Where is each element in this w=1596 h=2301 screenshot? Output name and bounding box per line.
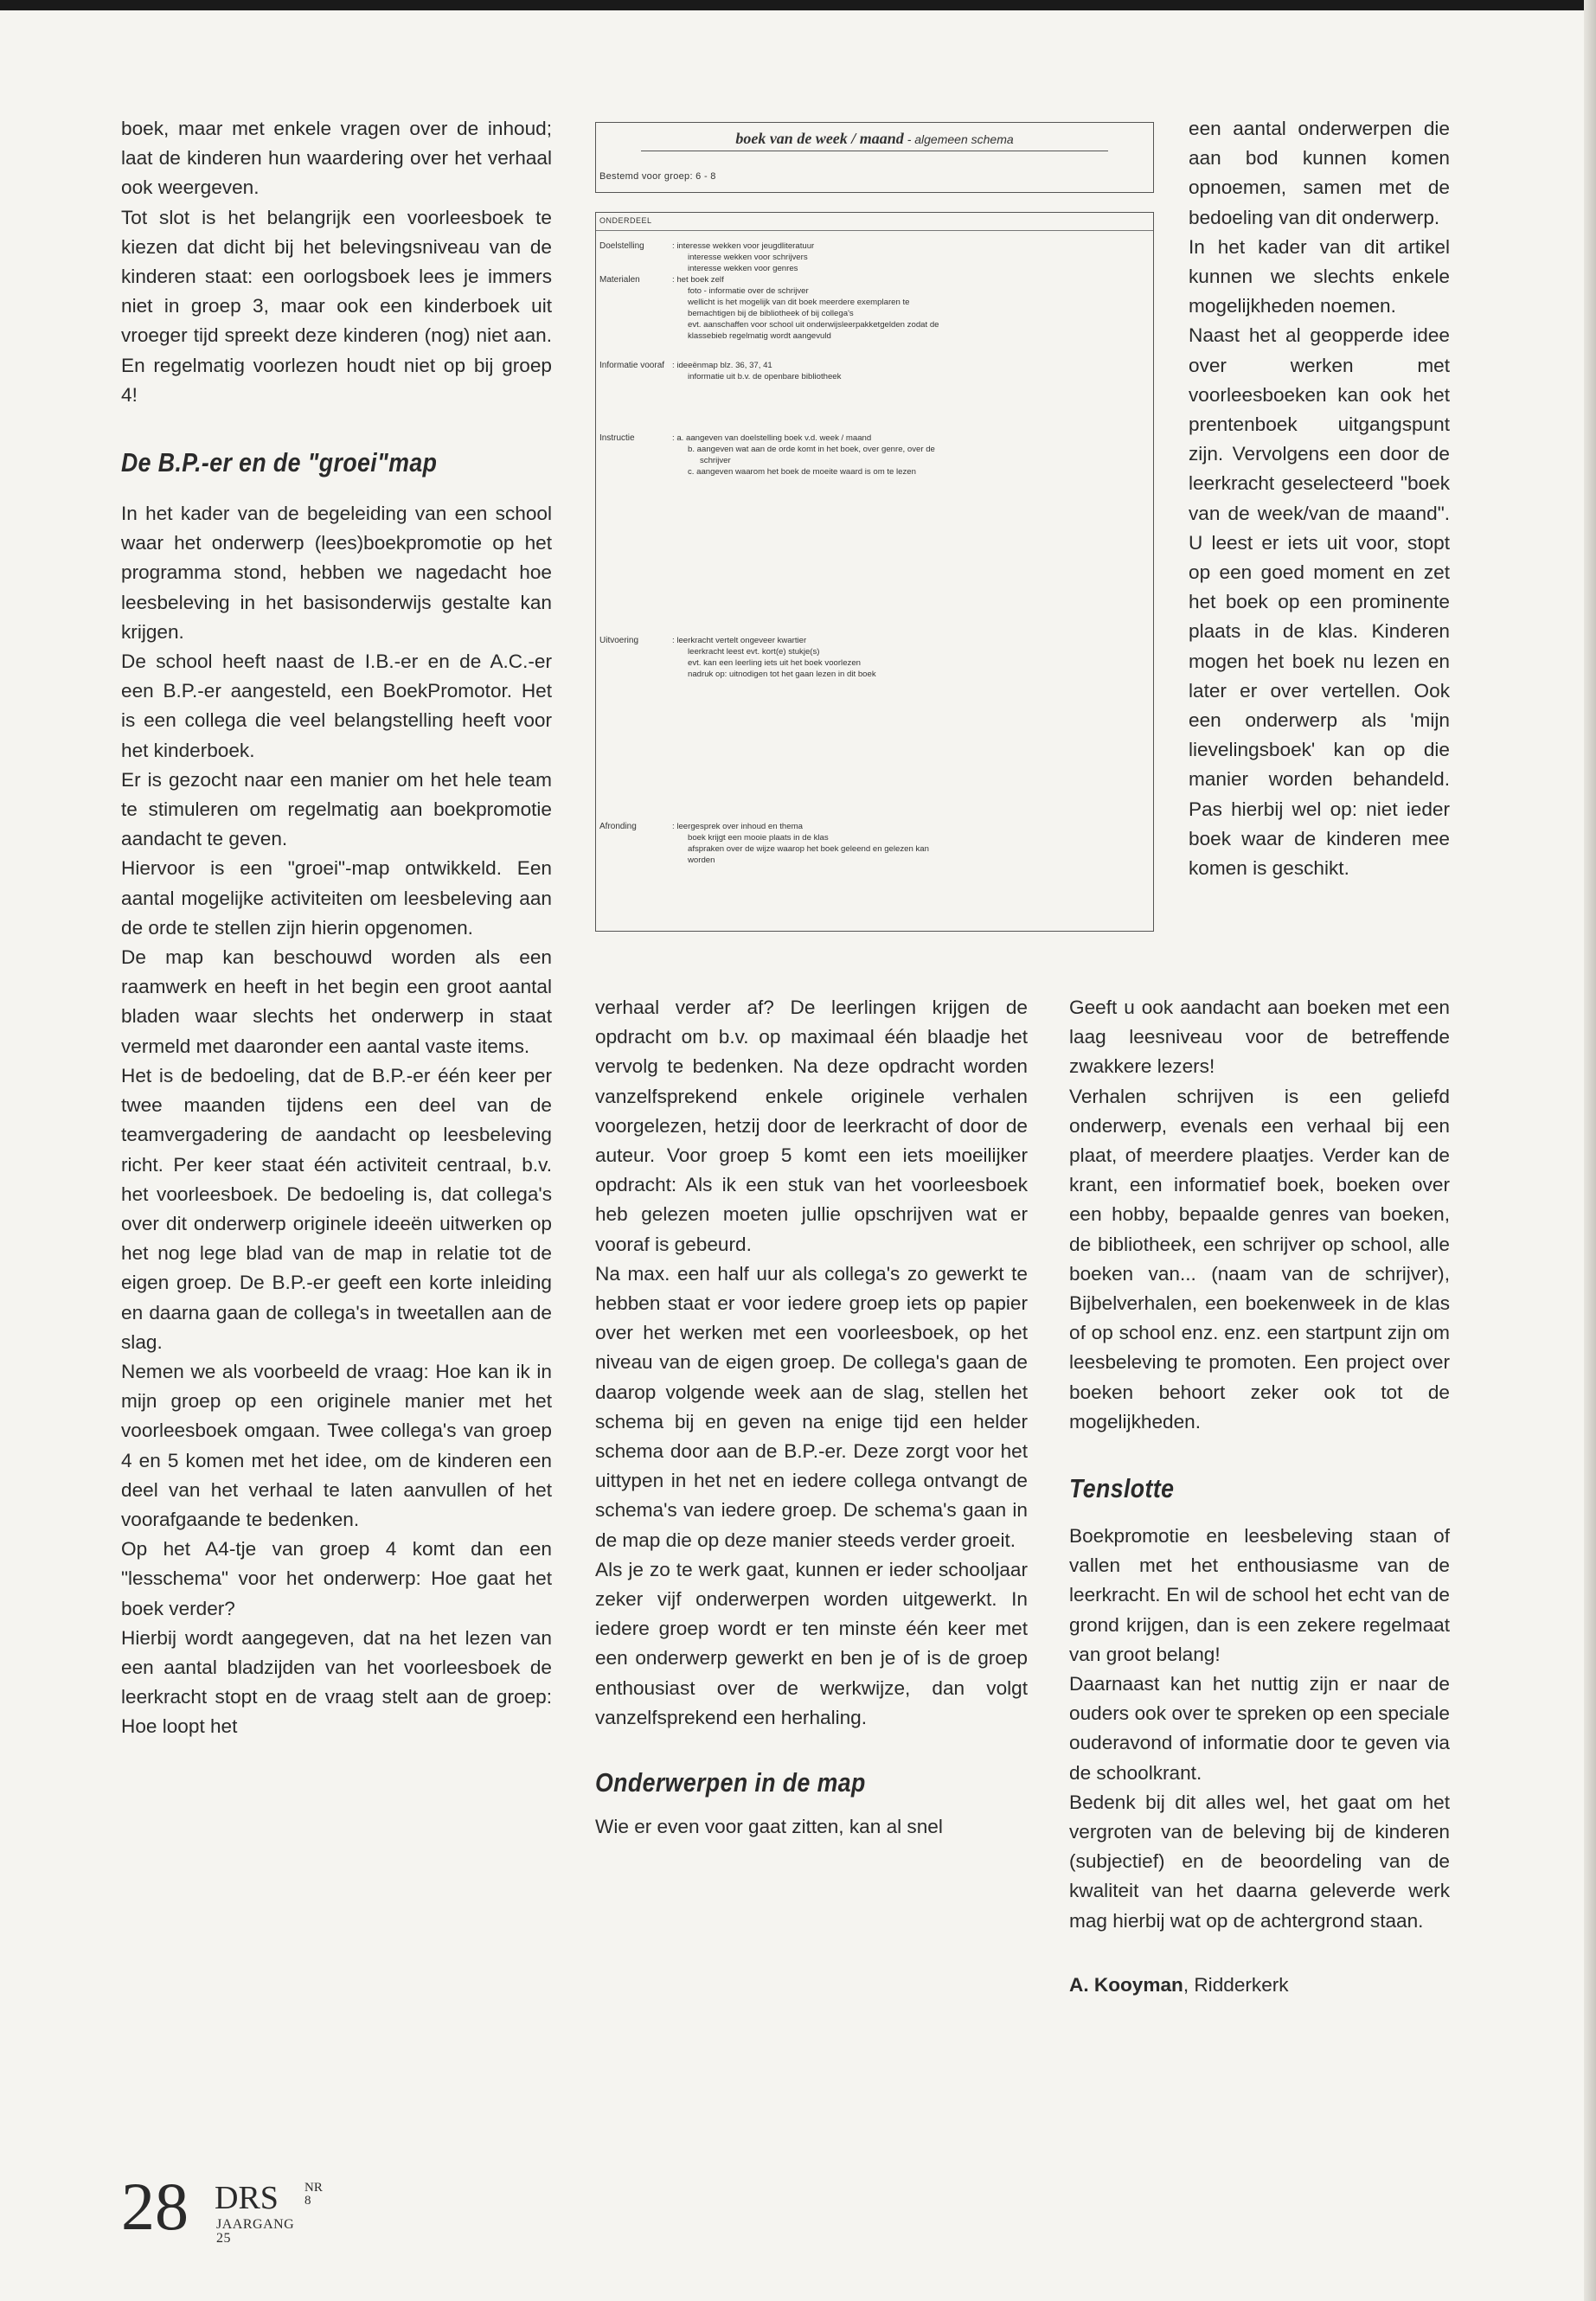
schema-text-informatie [672,360,1148,382]
schema-title-bold: boek van de week / maand [735,130,904,147]
schema-text-instructie [672,433,1148,478]
schema-line: leerkracht leest evt. kort(e) stukje(s) [688,647,820,657]
schema-header-box [595,122,1154,193]
paragraph: Geeft u ook aandacht aan boeken met een laag leesniveau voor de betreffende zwakkere lezers! [1069,997,1450,1078]
paragraph: Hierbij wordt aangegeven, dat na het lezen van een aantal bladzijden van het voorleesboek de leerkracht stopt en de vraag stelt aan de groep: Hoe loopt het [121,1626,552,1738]
paragraph: Boekpromotie en leesbeleving staan of vallen met het enthousiasme van de leerkracht. En wil de school het echt van de grond krijgen, dan is een zekere regelmaat van groot belang! [1069,1525,1450,1665]
schema-divider [596,230,1153,231]
issue-number: NR 8 [304,2181,323,2208]
paragraph: verhaal verder af? De leerlingen krijgen de opdracht om b.v. op maximaal één blaadje het vervolg te bedenken. Na deze opdracht worden vanzelfsprekend enkele originele verhalen voorgelezen, hetzij door de leerkracht of door de auteur. Voor groep 5 komt een iets moeilijker opdracht: Als ik een stuk van het voorleesboek heb gelezen moeten jullie opschrijven wat er vooraf is gebeurd. [595,997,1028,1255]
paragraph: Er is gezocht naar een manier om het hele team te stimuleren om regelmatig aan boekpromotie aandacht te geven. [121,768,552,850]
schema-line: informatie uit b.v. de openbare bibliotheek [688,372,842,381]
schema-target-group: Bestemd voor groep: 6 - 8 [599,171,716,182]
column-middle [595,993,1028,1842]
schema-line: worden [688,856,715,865]
volume-label: JAARGANG 25 [216,2217,295,2246]
schema-line: nadruk op: uitnodigen tot het gaan lezen in dit boek [688,670,876,679]
schema-line: : leerkracht vertelt ongeveer kwartier [672,636,807,645]
paragraph: Nemen we als voorbeeld de vraag: Hoe kan ik in mijn groep op een originele manier met het voorleesboek omgaan. Twee collega's van groep 4 en 5 komen met het idee, om de kinderen een deel van het verhaal te laten aanvullen of het voorafgaande te bedenken. [121,1360,552,1530]
column-right-top [1189,114,1450,883]
schema-text-uitvoering [672,635,1148,680]
paragraph: een aantal onderwerpen die aan bod kunnen komen opnoemen, samen met de bedoeling van dit onderwerp. [1189,118,1450,228]
schema-line: : het boek zelf [672,275,724,285]
scan-edge-top [0,0,1596,10]
schema-line: evt. aanschaffen voor school uit onderwijsleerpakketgelden zodat de [688,320,939,330]
schema-line: : interesse wekken voor jeugdliteratuur [672,241,815,251]
schema-line: : leergesprek over inhoud en thema [672,822,803,831]
schema-title-rest: - algemeen schema [903,132,1014,146]
paragraph: Bedenk bij dit alles wel, het gaat om het vergroten van de beleving bij de kinderen (subjectief) en de beoordeling van de kwaliteit van het daarna geleverde werk mag hierbij wat op de achtergrond staan. [1069,1791,1450,1932]
schema-line: : ideeënmap blz. 36, 37, 41 [672,361,772,370]
schema-line: schrijver [700,456,731,465]
author-name: A. Kooyman [1069,1973,1183,1996]
paragraph: Naast het al geopperde idee over werken met voorleesboeken kan ook het prentenboek uitgangspunt zijn. Vervolgens een door de leerkracht geselecteerd "boek van de week/van de maand". U leest er iets uit voor, stopt op een goed moment en zet het boek op een prominente plaats in de klas. Kinderen mogen het boek nu lezen en later er over vertellen. Ook een onderwerp als 'mijn lievelingsboek' kan op die manier worden behandeld. Pas hierbij wel op: niet ieder boek waar de kinderen mee komen is geschikt. [1189,324,1450,880]
magazine-name: DRS [215,2180,279,2216]
scan-edge-right [1584,0,1596,2301]
paragraph: Het is de bedoeling, dat de B.P.-er één keer per twee maanden tijdens een deel van de teamvergadering de aandacht op leesbeleving richt. Per keer staat één activiteit centraal, b.v. het voorleesboek. De bedoeling is, dat collega's over dit onderwerp originele ideeën uitwerken op het nog lege blad van de map in relatie tot de eigen groep. De B.P.-er geeft een korte inleiding en daarna gaan de collega's in tweetallen aan de slag. [121,1064,552,1353]
schema-line: afspraken over de wijze waarop het boek geleend en gelezen kan [688,844,929,854]
schema-body-box [595,212,1154,932]
column-right [1069,993,1450,2000]
section-heading-tenslotte: Tenslotte [1069,1473,1175,1504]
schema-label-doelstelling: Doelstelling [599,241,644,251]
paragraph: boek, maar met enkele vragen over de inhoud; laat de kinderen hun waardering over het verhaal ook weergeven. [121,118,552,199]
paragraph: De school heeft naast de I.B.-er en de A.C.-er een B.P.-er aangesteld, een BoekPromotor. Het is een collega die veel belangstelling heeft voor het kinderboek. [121,651,552,761]
schema-line: foto - informatie over de schrijver [688,286,809,296]
schema-label-informatie: Informatie vooraf [599,361,665,370]
schema-line: evt. kan een leerling iets uit het boek voorlezen [688,658,861,668]
paragraph: Daarnaast kan het nuttig zijn er naar de ouders ook over te spreken op een speciale ouderavond of informatie door te geven via de schoolkrant. [1069,1673,1450,1784]
paragraph: Na max. een half uur als collega's zo gewerkt te hebben staat er voor iedere groep iets op papier over het werken met een voorleesboek, op het niveau van de eigen groep. De collega's gaan de daarop volgende week aan de slag, stellen het schema bij en geven na enige tijd een helder schema door aan de B.P.-er. Deze zorgt voor het uittypen in het net en iedere collega ontvangt de schema's van iedere groep. De schema's gaan in de map die op deze manier steeds verder groeit. [595,1262,1028,1551]
paragraph: Wie er even voor gaat zitten, kan al snel [595,1816,943,1838]
schema-line: boek krijgt een mooie plaats in de klas [688,833,829,843]
schema-line: interesse wekken voor genres [688,264,798,273]
schema-figure [595,122,1154,932]
schema-label-instructie: Instructie [599,433,635,443]
section-heading-groeimap: De B.P.-er en de "groei"map [121,447,438,478]
paragraph: Op het A4-tje van groep 4 komt dan een "lesschema" voor het onderwerp: Hoe gaat het boek verder? [121,1538,552,1619]
schema-line: klassebieb regelmatig wordt aangevuld [688,331,831,341]
author-line [1069,1971,1450,2000]
schema-line: c. aangeven waarom het boek de moeite waard is om te lezen [688,467,916,477]
author-place: , Ridderkerk [1183,1973,1289,1996]
schema-line: b. aangeven wat aan de orde komt in het boek, over genre, over de [688,445,935,454]
schema-onderdeel-label: ONDERDEEL [599,216,652,225]
column-left [121,114,552,1742]
schema-label-materialen: Materialen [599,275,640,285]
schema-line: bemachtigen bij de bibliotheek of bij collega's [688,309,854,318]
section-heading-onderwerpen: Onderwerpen in de map [595,1767,866,1798]
schema-text-doelstelling [672,240,1148,274]
schema-label-uitvoering: Uitvoering [599,636,639,645]
schema-text-afronding [672,821,1148,866]
paragraph: Verhalen schrijven is een geliefd onderwerp, evenals een verhaal bij een plaat, of meerdere plaatjes. Verder kan de krant, een informatief boek, boeken over een hobby, bepaalde genres van boeken, de bibliotheek, een schrijver op school, alle boeken van... (naam van de schrijver), Bijbelverhalen, een boekenweek in de klas of op school enz. enz. een startpunt zijn om leesbeleving te promoten. Een project over boeken behoort zeker ook tot de mogelijkheden. [1069,1085,1450,1433]
schema-line: wellicht is het mogelijk van dit boek meerdere exemplaren te [688,298,910,307]
paragraph: Als je zo te werk gaat, kunnen er ieder schooljaar zeker vijf onderwerpen worden uitgewerkt. In iedere groep wordt er ten minste één keer met een onderwerp gewerkt en ben je of is de groep enthousiast over de werkwijze, dan volgt vanzelfsprekend een herhaling. [595,1558,1028,1728]
paragraph: De map kan beschouwd worden als een raamwerk en heeft in het begin een groot aantal bladen waar slechts het onderwerp in staat vermeld met daaronder een aantal vaste items. [121,946,552,1057]
paragraph: Hiervoor is een "groei"-map ontwikkeld. Een aantal mogelijke activiteiten om leesbeleving aan de orde te stellen zijn hierin opgenomen. [121,857,552,939]
schema-line: : a. aangeven van doelstelling boek v.d. week / maand [672,433,872,443]
page-number: 28 [121,2169,189,2244]
schema-line: interesse wekken voor schrijvers [688,253,808,262]
schema-title [596,130,1153,148]
schema-label-afronding: Afronding [599,822,637,831]
paragraph: In het kader van dit artikel kunnen we slechts enkele mogelijkheden noemen. [1189,235,1450,317]
paragraph: Tot slot is het belangrijk een voorleesboek te kiezen dat dicht bij het belevingsniveau van de kinderen staat: een oorlogsboek lees je immers niet in groep 3, maar ook een kinderboek uit vroeger tijd spreekt deze kinderen (nog) niet aan. En regelmatig voorlezen houdt niet op bij groep 4! [121,206,552,406]
paragraph: In het kader van de begeleiding van een school waar het onderwerp (lees)boekpromotie op het programma stond, hebben we nagedacht hoe leesbeleving in het basisonderwijs gestalte kan krijgen. [121,503,552,643]
schema-text-materialen [672,274,1148,342]
